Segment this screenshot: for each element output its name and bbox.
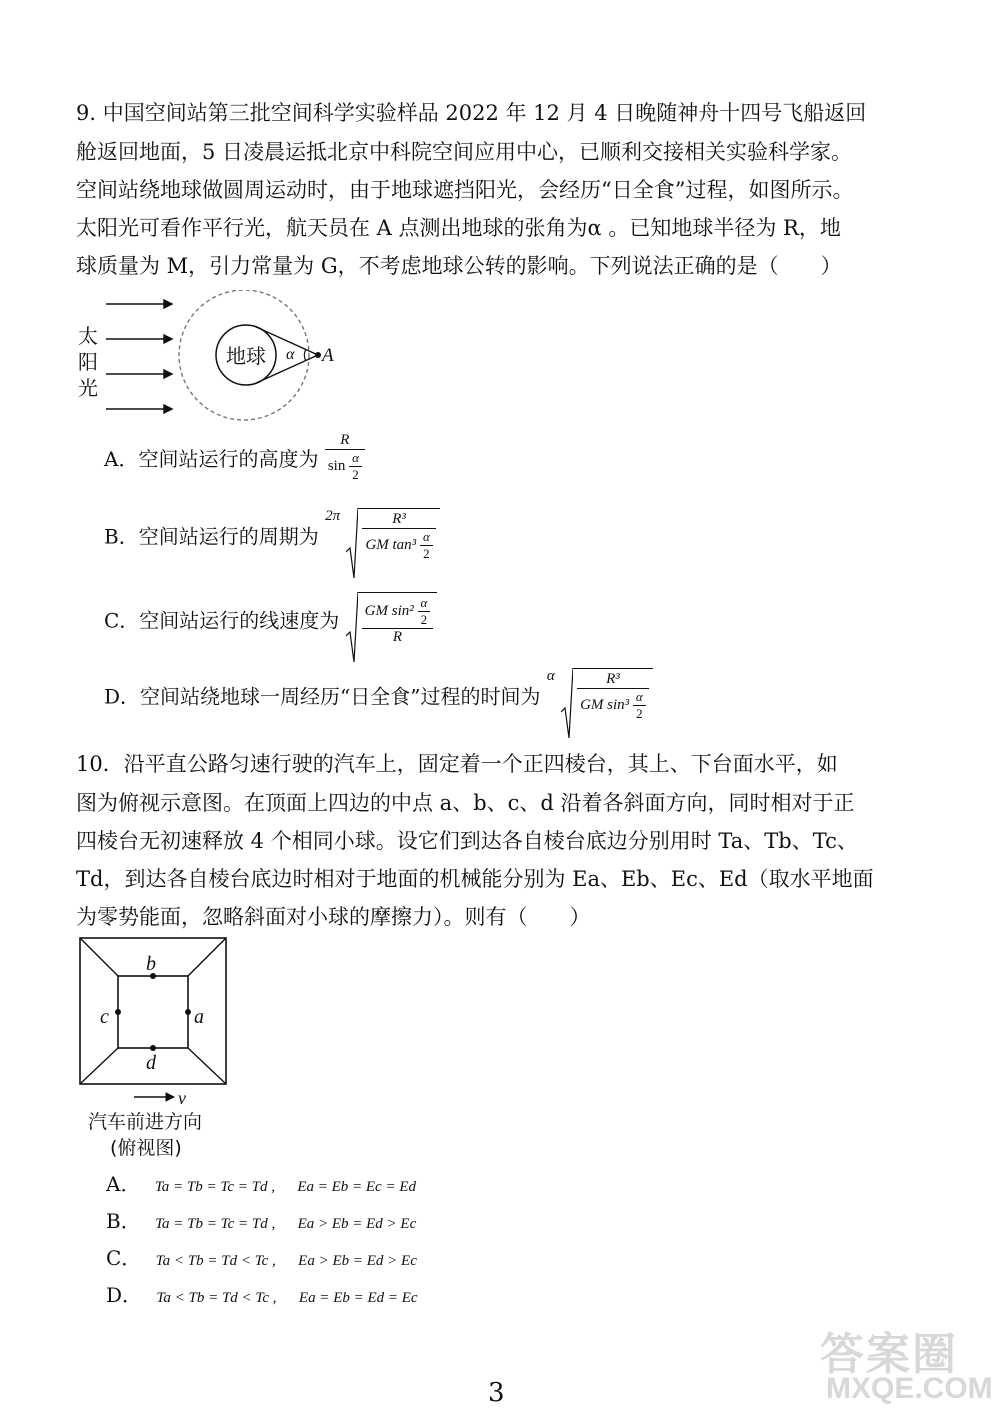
label-b: b (146, 953, 156, 975)
label-c: c (100, 1006, 109, 1028)
q9-line-4: 太阳光可看作平行光，航天员在 A 点测出地球的张角为α 。已知地球半径为 R，地 (76, 216, 841, 240)
q9-option-c-sqrt (346, 592, 438, 646)
option-letter: B． (106, 1209, 141, 1233)
q9-option-a[interactable] (104, 432, 365, 483)
sunlight-label-3: 光 (78, 376, 98, 400)
sunlight-label-2: 阳 (78, 350, 98, 374)
two: 2 (423, 546, 430, 561)
alpha: α (633, 689, 646, 706)
point-a-label: A (322, 345, 334, 366)
angle-alpha-label: α (286, 346, 295, 363)
q9-option-d[interactable] (104, 668, 653, 722)
time-relation: Ta < Tb = Td < Tc , (155, 1253, 276, 1269)
frac-numerator: R (325, 432, 365, 450)
alpha: α (418, 595, 431, 612)
q9-option-a-text: A．空间站运行的高度为 (104, 447, 319, 471)
q10-line-5: 为零势能面，忽略斜面对小球的摩擦力）。则有（ ） (76, 905, 591, 929)
page-number: 3 (488, 1378, 505, 1408)
option-letter: D． (106, 1283, 143, 1307)
two-pi: 2π (325, 508, 341, 524)
frac-denominator: GM tan³ (365, 536, 417, 553)
q9-option-d-text: D．空间站绕地球一周经历“日全食”过程的时间为 (104, 684, 541, 709)
q9-option-c-text: C．空间站运行的线速度为 (104, 608, 340, 633)
energy-relation: Ea > Eb = Ed > Ec (297, 1216, 417, 1232)
q9-option-c[interactable] (104, 592, 437, 646)
q10-option-d[interactable] (106, 1279, 418, 1308)
q9-option-d-sqrt (561, 668, 653, 722)
sin-label: sin (327, 457, 346, 474)
q9-line-2: 舱返回地面，5 日凌晨运抵北京中科院空间应用中心，已顺利交接相关实验科学家。 (76, 140, 853, 164)
sunlight-label-1: 太 (78, 324, 98, 348)
time-relation: Ta = Tb = Tc = Td , (154, 1179, 275, 1195)
two: 2 (636, 706, 643, 721)
q10-line-2: 图为俯视示意图。在顶面上四边的中点 a、b、c、d 沿着各斜面方向，同时相对于正 (76, 791, 855, 815)
time-relation: Ta = Tb = Tc = Td , (155, 1216, 276, 1232)
energy-relation: Ea > Eb = Ed > Ec (298, 1253, 417, 1269)
earth-label: 地球 (226, 344, 266, 368)
q9-option-b[interactable] (104, 508, 440, 562)
q10-line-3: 四棱台无初速释放 4 个相同小球。设它们到达各自棱台底边分别用时 Ta、Tb、Tc、 (76, 829, 858, 853)
alpha-coef: α (546, 668, 555, 684)
frac-denominator: R (392, 629, 403, 645)
label-d: d (146, 1052, 156, 1074)
frac-numerator: R³ (362, 511, 435, 529)
q10-option-c[interactable] (106, 1242, 417, 1271)
q9-line-3: 空间站绕地球做圆周运动时，由于地球遮挡阳光，会经历“日全食”过程，如图所示。 (76, 178, 854, 202)
figure-caption-topview: (俯视图) (110, 1137, 182, 1159)
figure-caption-direction: 汽车前进方向 (88, 1111, 203, 1133)
two: 2 (352, 467, 359, 482)
label-v: v (178, 1088, 186, 1108)
q9-option-b-text: B．空间站运行的周期为 (104, 524, 319, 549)
watermark-url: MXQE.COM (826, 1372, 993, 1405)
q9-option-a-fraction (325, 432, 365, 483)
two: 2 (420, 612, 428, 627)
time-relation: Ta < Tb = Td < Tc , (156, 1290, 277, 1306)
velocity-arrow (134, 1093, 174, 1101)
q9-line-5: 球质量为 M，引力常量为 G，不考虑地球公转的影响。下列说法正确的是（ ） (76, 254, 842, 278)
q9-option-b-sqrt (346, 508, 439, 562)
q10-option-a[interactable] (106, 1168, 416, 1197)
energy-relation: Ea = Eb = Ed = Ec (298, 1290, 418, 1306)
q10-line-4: Td，到达各自棱台底边时相对于地面的机械能分别为 Ea、Eb、Ec、Ed（取水平地面 (76, 867, 874, 891)
frac-denominator: GM sin³ (580, 696, 630, 713)
q9-line-1: 9. 中国空间站第三批空间科学实验样品 2022 年 12 月 4 日晚随神舟十四号飞船返回 (76, 101, 867, 125)
alpha: α (349, 450, 362, 467)
q10-option-b[interactable] (106, 1205, 416, 1234)
frac-numerator: R³ (577, 671, 649, 689)
point-a-dot (315, 352, 321, 358)
option-letter: C． (106, 1246, 142, 1270)
option-letter: A． (106, 1172, 141, 1196)
label-a: a (194, 1006, 204, 1028)
point-c-dot (115, 1009, 121, 1015)
point-a-dot (185, 1009, 191, 1015)
alpha: α (420, 529, 433, 546)
watermark-logo: 答案圈 (820, 1330, 958, 1379)
sunlight-arrows (106, 300, 172, 413)
energy-relation: Ea = Eb = Ec = Ed (297, 1179, 416, 1195)
q10-line-1: 10．沿平直公路匀速行驶的汽车上，固定着一个正四棱台，其上、下台面水平，如 (76, 752, 838, 776)
frac-numerator: GM sin² (364, 602, 414, 619)
